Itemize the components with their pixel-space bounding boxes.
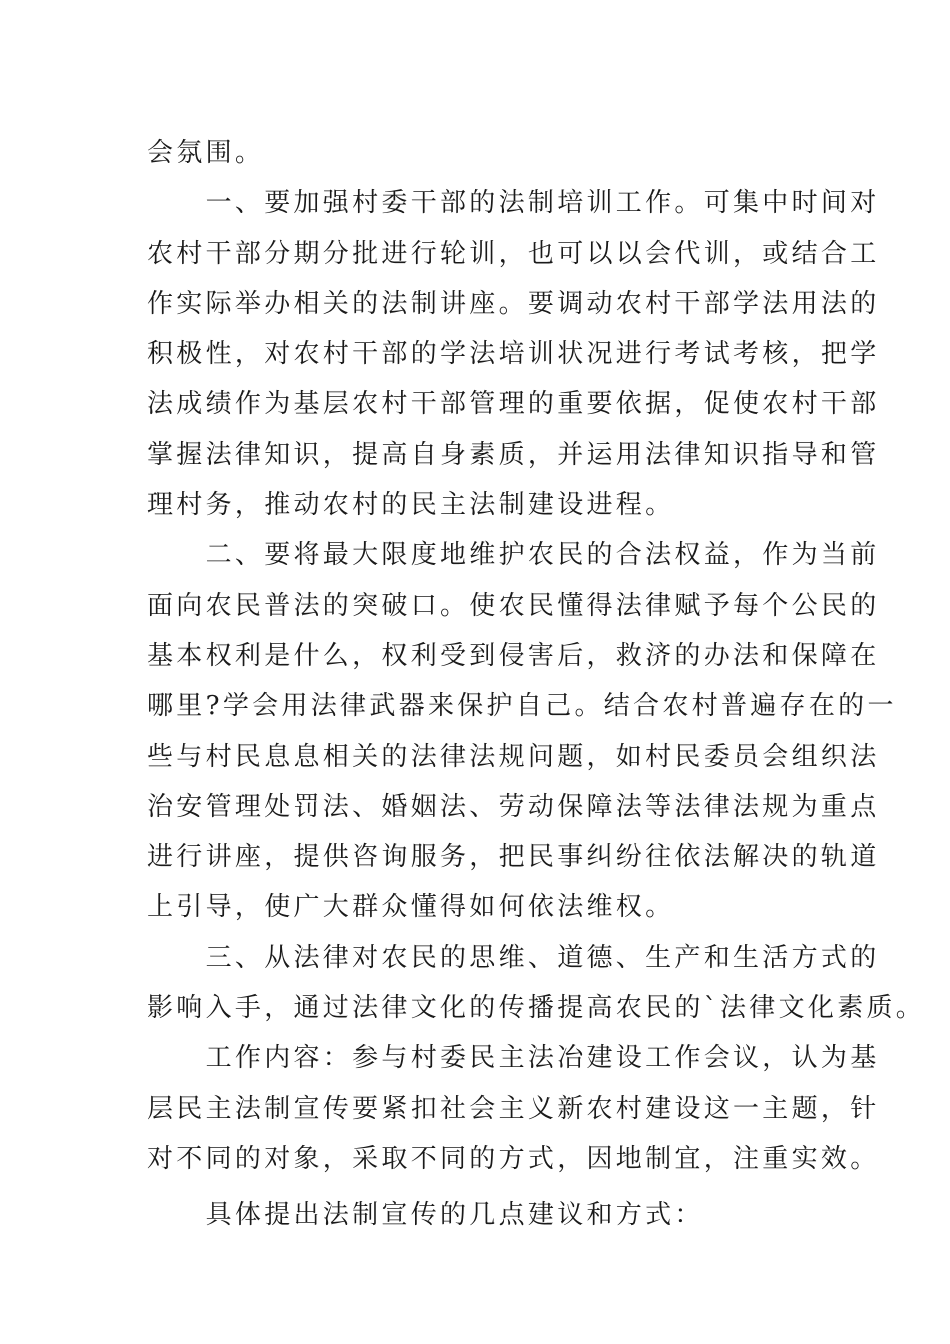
text-line: 一、要加强村委干部的法制培训工作。可集中时间对 [147,188,880,219]
body-text [147,128,926,1241]
text-line: 哪里?学会用法律武器来保护自己。结合农村普遍存在的一 [147,691,897,722]
text-line: 具体提出法制宣传的几点建议和方式： [147,1200,704,1231]
text-line: 对不同的对象，采取不同的方式，因地制宜，注重实效。 [147,1143,880,1174]
text-line: 基本权利是什么，权利受到侵害后，救济的办法和保障在 [147,640,880,671]
text-line: 会氛围。 [147,138,265,168]
text-line: 法成绩作为基层农村干部管理的重要依据，促使农村干部 [147,389,880,420]
text-line: 积极性，对农村干部的学法培训状况进行考试考核，把学 [147,339,880,370]
text-line: 面向农民普法的突破口。使农民懂得法律赋予每个公民的 [147,590,880,621]
text-line: 农村干部分期分批进行轮训，也可以以会代训，或结合工 [147,238,880,269]
text-line: 掌握法律知识，提高自身素质，并运用法律知识指导和管 [147,439,880,470]
text-line: 二、要将最大限度地维护农民的合法权益，作为当前 [147,540,880,571]
text-line: 些与村民息息相关的法律法规问题，如村民委员会组织法 [147,741,880,772]
text-line: 作实际举办相关的法制讲座。要调动农村干部学法用法的 [147,288,880,319]
text-line: 层民主法制宣传要紧扣社会主义新农村建设这一主题，针 [147,1093,880,1124]
text-line: 上引导，使广大群众懂得如何依法维权。 [147,892,675,923]
text-line: 进行讲座，提供咨询服务，把民事纠纷往依法解决的轨道 [147,842,880,873]
text-line: 治安管理处罚法、婚姻法、劳动保障法等法律法规为重点 [147,791,880,822]
text-line: 理村务，推动农村的民主法制建设进程。 [147,490,675,521]
text-line: 影响入手，通过法律文化的传播提高农民的`法律文化素质。 [147,993,926,1024]
text-line: 三、从法律对农民的思维、道德、生产和生活方式的 [147,942,880,973]
text-line: 工作内容：参与村委民主法冶建设工作会议，认为基 [147,1043,880,1074]
